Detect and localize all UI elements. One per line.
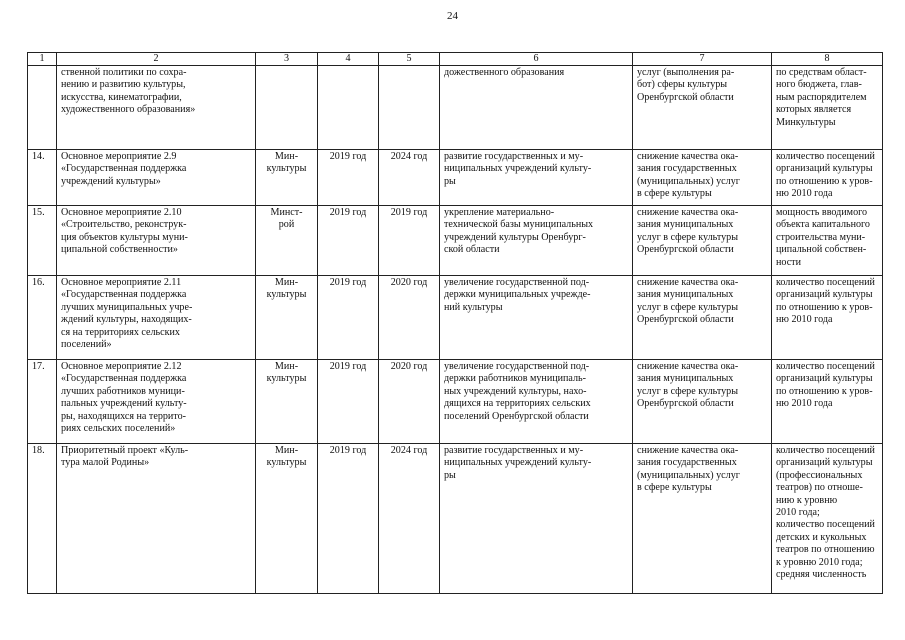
cell-text-line: Минкультуры	[776, 116, 836, 128]
cell-text-line: ципальной собственности»	[61, 244, 178, 256]
header-row	[28, 53, 883, 66]
consequence-cell	[633, 150, 772, 206]
cell-text-line: детских и кукольных	[776, 531, 867, 543]
cell-text-line: ности	[776, 256, 801, 268]
start-year-cell: 2019 год	[318, 360, 379, 444]
row-number-cell: 16.	[28, 276, 57, 360]
cell-text-line: (профессиональных	[776, 469, 863, 481]
column-header: 3	[256, 53, 318, 66]
table-row	[28, 150, 883, 206]
cell-text-line: количество посещений	[776, 361, 875, 372]
cell-text-line: учреждений культуры Оренбург-	[444, 231, 586, 243]
cell-text-line: мощность вводимого	[776, 207, 868, 218]
measures-table	[27, 52, 883, 594]
cell-text-line: организаций культуры	[776, 163, 873, 175]
cell-text-line: зания муниципальных	[637, 289, 734, 301]
cell-text-line: ний культуры	[444, 301, 503, 313]
cell-text-line: количество посещений	[776, 151, 875, 162]
table-row	[28, 276, 883, 360]
table-row	[28, 206, 883, 276]
executor-cell	[256, 66, 318, 150]
cell-text-line: ры	[444, 469, 456, 481]
expected-result-cell	[440, 66, 633, 150]
cell-text-line: бот) сферы культуры	[637, 79, 728, 91]
cell-text-line: снижение качества ока-	[637, 445, 739, 456]
table-row	[28, 360, 883, 444]
cell-text-line: «Государственная поддержка	[61, 289, 187, 301]
cell-text-line: организаций культуры	[776, 457, 873, 469]
start-year-cell: 2019 год	[318, 276, 379, 360]
measure-name-cell	[57, 276, 256, 360]
cell-text-line: Минст-	[270, 207, 303, 218]
cell-text-line: «Строительство, реконструк-	[61, 219, 187, 231]
cell-text-line: ниципальных учреждений культу-	[444, 457, 592, 469]
cell-text-line: художественного образования»	[61, 104, 196, 116]
cell-text-line: держки работников муниципаль-	[444, 373, 586, 385]
cell-text-line: (муниципальных) услуг	[637, 175, 740, 187]
cell-text-line: (муниципальных) услуг	[637, 469, 740, 481]
column-header: 2	[57, 53, 256, 66]
cell-text-line: услуг в сфере культуры	[637, 385, 739, 397]
consequence-cell	[633, 276, 772, 360]
cell-text-line: ципальной собствен-	[776, 244, 867, 256]
cell-text-line: Мин-	[274, 445, 299, 456]
cell-text-line: Мин-	[274, 277, 299, 288]
cell-text-line: нию к уровню	[776, 494, 838, 506]
cell-text-line: Основное мероприятие 2.9	[61, 151, 177, 162]
expected-result-cell	[440, 444, 633, 594]
executor-cell	[256, 360, 318, 444]
cell-text-line: снижение качества ока-	[637, 207, 739, 218]
cell-text-line: Мин-	[274, 361, 299, 372]
expected-result-cell	[440, 150, 633, 206]
cell-text-line: ню 2010 года	[776, 188, 833, 200]
cell-text-line: укрепление материально-	[444, 207, 555, 218]
cell-text-line: «Государственная поддержка	[61, 163, 187, 175]
consequence-cell	[633, 444, 772, 594]
cell-text-line: организаций культуры	[776, 373, 873, 385]
cell-text-line: Мин-	[274, 151, 299, 162]
cell-text-line: культуры	[266, 289, 307, 301]
cell-text-line: услуг (выполнения ра-	[637, 67, 735, 78]
cell-text-line: снижение качества ока-	[637, 277, 739, 288]
cell-text-line: услуг в сфере культуры	[637, 231, 739, 243]
consequence-cell	[633, 66, 772, 150]
end-year-cell: 2020 год	[379, 276, 440, 360]
cell-text-line: ных учреждений культуры, нахо-	[444, 385, 587, 397]
cell-text-line: культуры	[266, 373, 307, 385]
cell-text-line: Оренбургской области	[637, 314, 734, 326]
cell-text-line: 2010 года;	[776, 507, 820, 519]
cell-text-line: ниципальных учреждений культу-	[444, 163, 592, 175]
cell-text-line: культуры	[266, 163, 307, 175]
indicator-link-cell	[772, 360, 883, 444]
start-year-cell: 2019 год	[318, 150, 379, 206]
cell-text-line: нению и развитию культуры,	[61, 79, 186, 91]
cell-text-line: ню 2010 года	[776, 398, 833, 410]
cell-text-line: тура малой Родины»	[61, 457, 150, 469]
consequence-cell	[633, 206, 772, 276]
executor-cell	[256, 276, 318, 360]
cell-text-line: по отношению к уров-	[776, 301, 873, 313]
measure-name-cell	[57, 66, 256, 150]
cell-text-line: ного бюджета, глав-	[776, 79, 862, 91]
cell-text-line: ственной политики по сохра-	[61, 67, 187, 78]
expected-result-cell	[440, 276, 633, 360]
column-header: 4	[318, 53, 379, 66]
cell-text-line: культуры	[266, 457, 307, 469]
expected-result-cell	[440, 206, 633, 276]
cell-text-line: лучших муниципальных учре-	[61, 301, 193, 313]
cell-text-line: ской области	[444, 244, 500, 256]
cell-text-line: развитие государственных и му-	[444, 151, 584, 162]
cell-text-line: пальных учреждений культу-	[61, 398, 187, 410]
indicator-link-cell	[772, 444, 883, 594]
row-number-cell: 18.	[28, 444, 57, 594]
cell-text-line: театров по отношению	[776, 544, 875, 556]
cell-text-line: рой	[278, 219, 295, 231]
start-year-cell: 2019 год	[318, 206, 379, 276]
cell-text-line: поселений»	[61, 339, 112, 351]
end-year-cell: 2024 год	[379, 150, 440, 206]
cell-text-line: держки муниципальных учрежде-	[444, 289, 591, 301]
cell-text-line: средняя численность	[776, 569, 867, 581]
cell-text-line: развитие государственных и му-	[444, 445, 584, 456]
cell-text-line: «Государственная поддержка	[61, 373, 187, 385]
indicator-link-cell	[772, 206, 883, 276]
cell-text-line: ню 2010 года	[776, 314, 833, 326]
cell-text-line: технической базы муниципальных	[444, 219, 594, 231]
column-header: 6	[440, 53, 633, 66]
cell-text-line: зания государственных	[637, 457, 737, 469]
cell-text-line: зания государственных	[637, 163, 737, 175]
indicator-link-cell	[772, 150, 883, 206]
table-body	[28, 66, 883, 594]
start-year-cell	[318, 66, 379, 150]
consequence-cell	[633, 360, 772, 444]
column-header: 1	[28, 53, 57, 66]
executor-cell	[256, 444, 318, 594]
indicator-link-cell	[772, 276, 883, 360]
cell-text-line: ры, находящихся на террито-	[61, 410, 187, 422]
measure-name-cell	[57, 206, 256, 276]
cell-text-line: ция объектов культуры муни-	[61, 231, 188, 243]
cell-text-line: к уровню 2010 года;	[776, 556, 863, 568]
row-number-cell: 15.	[28, 206, 57, 276]
column-header: 5	[379, 53, 440, 66]
cell-text-line: Основное мероприятие 2.10	[61, 207, 182, 218]
cell-text-line: снижение качества ока-	[637, 361, 739, 372]
cell-text-line: по отношению к уров-	[776, 385, 873, 397]
cell-text-line: ждений культуры, находящих-	[61, 314, 192, 326]
indicator-link-cell	[772, 66, 883, 150]
cell-text-line: риях сельских поселений»	[61, 423, 176, 435]
end-year-cell	[379, 66, 440, 150]
cell-text-line: Приоритетный проект «Куль-	[61, 445, 189, 456]
cell-text-line: искусства, кинематографии,	[61, 91, 182, 103]
end-year-cell: 2024 год	[379, 444, 440, 594]
row-number-cell: 17.	[28, 360, 57, 444]
measure-name-cell	[57, 150, 256, 206]
cell-text-line: количество посещений	[776, 445, 875, 456]
cell-text-line: в сфере культуры	[637, 188, 712, 200]
cell-text-line: ры	[444, 175, 456, 187]
cell-text-line: зания муниципальных	[637, 373, 734, 385]
cell-text-line: театров) по отноше-	[776, 482, 863, 494]
measure-name-cell	[57, 444, 256, 594]
cell-text-line: поселений Оренбургской области	[444, 410, 589, 422]
column-header: 8	[772, 53, 883, 66]
cell-text-line: Оренбургской области	[637, 91, 734, 103]
column-header: 7	[633, 53, 772, 66]
cell-text-line: учреждений культуры»	[61, 175, 161, 187]
cell-text-line: организаций культуры	[776, 289, 873, 301]
row-number-cell	[28, 66, 57, 150]
cell-text-line: Оренбургской области	[637, 244, 734, 256]
start-year-cell: 2019 год	[318, 444, 379, 594]
cell-text-line: Основное мероприятие 2.11	[61, 277, 182, 288]
cell-text-line: лучших работников муници-	[61, 385, 185, 397]
cell-text-line: по отношению к уров-	[776, 175, 873, 187]
page-number: 24	[447, 10, 458, 22]
end-year-cell: 2020 год	[379, 360, 440, 444]
cell-text-line: которых является	[776, 104, 852, 116]
executor-cell	[256, 150, 318, 206]
cell-text-line: услуг в сфере культуры	[637, 301, 739, 313]
executor-cell	[256, 206, 318, 276]
cell-text-line: дожественного образования	[444, 67, 565, 78]
cell-text-line: Основное мероприятие 2.12	[61, 361, 182, 372]
cell-text-line: по средствам област-	[776, 67, 867, 78]
cell-text-line: снижение качества ока-	[637, 151, 739, 162]
measure-name-cell	[57, 360, 256, 444]
cell-text-line: дящихся на территориях сельских	[444, 398, 591, 410]
cell-text-line: количество посещений	[776, 277, 875, 288]
table-row	[28, 66, 883, 150]
cell-text-line: ся на территориях сельских	[61, 326, 180, 338]
expected-result-cell	[440, 360, 633, 444]
table-row	[28, 444, 883, 594]
end-year-cell: 2019 год	[379, 206, 440, 276]
cell-text-line: зания муниципальных	[637, 219, 734, 231]
cell-text-line: увеличение государственной под-	[444, 277, 590, 288]
cell-text-line: количество посещений	[776, 519, 875, 531]
row-number-cell: 14.	[28, 150, 57, 206]
cell-text-line: в сфере культуры	[637, 482, 712, 494]
cell-text-line: ным распорядителем	[776, 91, 867, 103]
cell-text-line: увеличение государственной под-	[444, 361, 590, 372]
cell-text-line: строительства муни-	[776, 231, 866, 243]
cell-text-line: Оренбургской области	[637, 398, 734, 410]
cell-text-line: объекта капитального	[776, 219, 870, 231]
